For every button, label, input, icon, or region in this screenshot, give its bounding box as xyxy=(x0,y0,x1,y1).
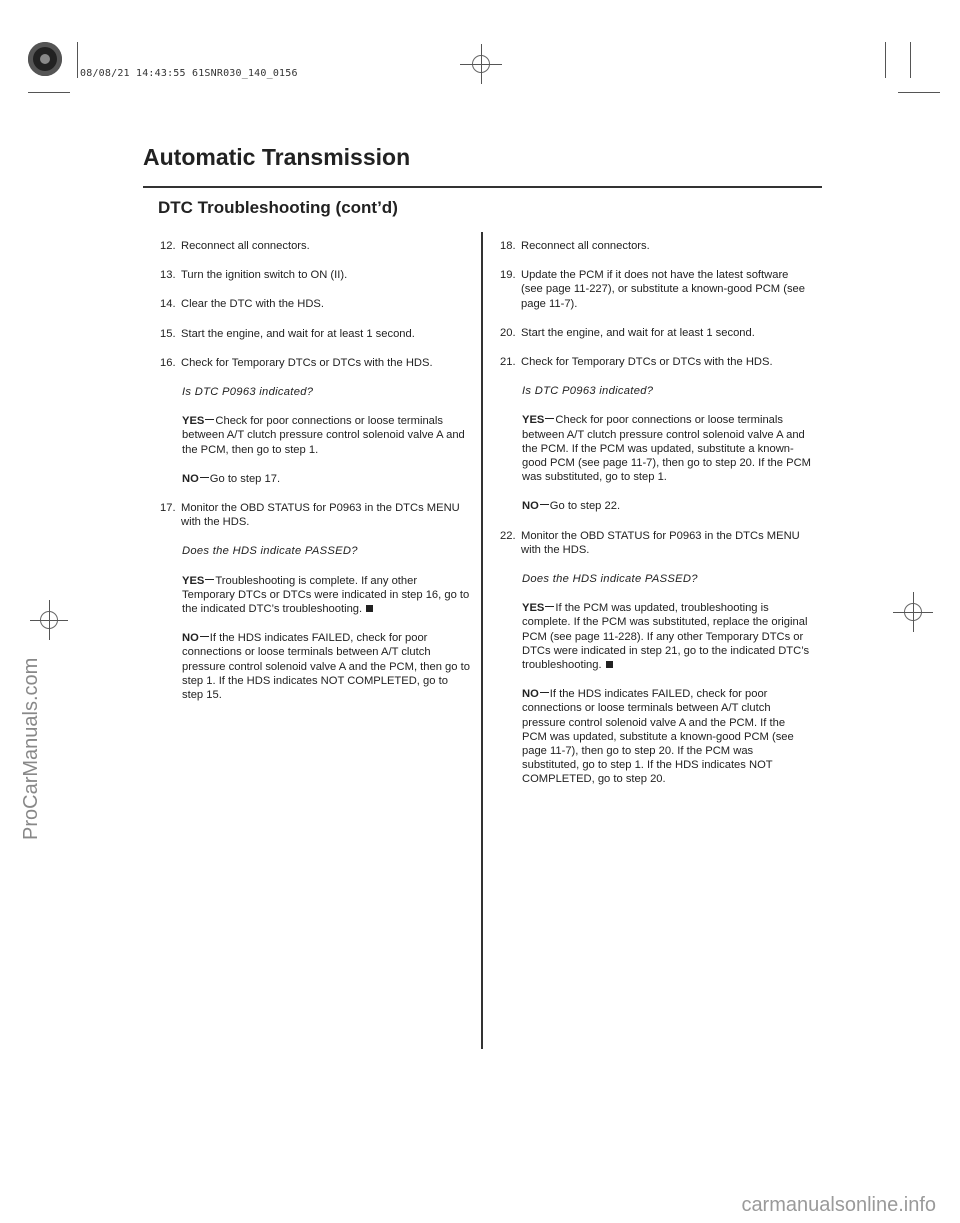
step-17 xyxy=(160,501,470,529)
step-number: 13. xyxy=(160,269,176,282)
no-label: NO xyxy=(522,500,539,513)
answer-yes-22 xyxy=(500,601,812,672)
step-13 xyxy=(160,268,470,282)
answer-no-17 xyxy=(160,631,470,702)
answer-text: Check for poor connections or loose terminals between A/T clutch pressure control solenoid valve A and the PCM, then go to step 1. xyxy=(182,415,465,456)
page-title: Automatic Transmission xyxy=(143,144,411,170)
step-number: 21. xyxy=(500,356,516,369)
dash-icon xyxy=(540,692,549,693)
answer-yes-21 xyxy=(500,413,812,484)
answer-text: If the PCM was updated, troubleshooting is complete. If the PCM was substituted, replace the original PCM (see page 11-228). If any other Temporary DTCs or DTCs were indicated in step 21, go to the indicated DTC’s troubleshooting. xyxy=(522,602,810,672)
bottom-watermark: carmanualsonline.info xyxy=(741,1194,936,1216)
crop-mark xyxy=(898,92,940,93)
answer-text: Go to step 17. xyxy=(209,472,281,485)
crosshair-icon xyxy=(481,44,482,84)
side-watermark: ProCarManuals.com xyxy=(20,657,42,840)
question-16: Is DTC P0963 indicated? xyxy=(182,386,314,399)
dash-icon xyxy=(545,418,554,419)
step-19 xyxy=(500,268,812,311)
crop-mark xyxy=(28,92,70,93)
step-text: Reconnect all connectors. xyxy=(181,240,310,252)
dash-icon xyxy=(200,477,209,478)
step-18 xyxy=(500,239,812,253)
yes-label: YES xyxy=(182,415,205,428)
column-divider xyxy=(481,232,483,1049)
yes-label: YES xyxy=(522,602,545,615)
step-number: 17. xyxy=(160,502,176,515)
step-text: Start the engine, and wait for at least 1 second. xyxy=(181,327,415,340)
step-22 xyxy=(500,529,812,557)
step-number: 22. xyxy=(500,529,516,542)
no-label: NO xyxy=(522,688,539,701)
step-15 xyxy=(160,327,470,341)
step-text: Monitor the OBD STATUS for P0963 in the DTCs MENU with the HDS. xyxy=(181,502,460,529)
yes-label: YES xyxy=(522,414,545,427)
dash-icon xyxy=(200,636,209,637)
step-text: Check for Temporary DTCs or DTCs with the HDS. xyxy=(521,356,773,369)
step-text: Clear the DTC with the HDS. xyxy=(181,298,324,311)
crop-mark xyxy=(885,42,886,78)
dash-icon xyxy=(205,419,214,420)
answer-no-22 xyxy=(500,687,812,786)
yes-label: YES xyxy=(182,574,205,587)
answer-no-16 xyxy=(160,472,470,486)
step-text: Start the engine, and wait for at least 1 second. xyxy=(521,326,755,339)
step-21 xyxy=(500,355,812,369)
step-number: 19. xyxy=(500,269,516,282)
answer-yes-17 xyxy=(160,574,470,617)
end-mark-icon xyxy=(606,661,613,668)
step-text: Reconnect all connectors. xyxy=(521,240,650,252)
answer-no-21 xyxy=(500,499,812,513)
right-column xyxy=(500,239,812,802)
step-text: Turn the ignition switch to ON (II). xyxy=(181,269,348,282)
answer-text: Check for poor connections or loose terminals between A/T clutch pressure control solenoid valve A and the PCM. If the PCM was updated, substitute a known-good PCM (see page 11-7), then go to step 20. If the PCM was substituted, go to step 1. xyxy=(522,414,811,484)
answer-text: Troubleshooting is complete. If any other Temporary DTCs or DTCs were indicated in step 16, go to the indicated DTC’s troubleshooting. xyxy=(182,574,470,616)
crop-mark xyxy=(77,42,78,78)
question-21: Is DTC P0963 indicated? xyxy=(522,385,654,398)
step-number: 15. xyxy=(160,327,176,340)
answer-yes-16 xyxy=(160,414,470,457)
end-mark-icon xyxy=(366,605,373,612)
print-stamp: 08/08/21 14:43:55 61SNR030_140_0156 xyxy=(80,68,298,79)
crosshair-icon xyxy=(49,600,50,640)
no-label: NO xyxy=(182,472,199,485)
section-title: DTC Troubleshooting (cont’d) xyxy=(158,198,398,217)
step-20 xyxy=(500,326,812,340)
step-16 xyxy=(160,356,470,370)
dash-icon xyxy=(545,606,554,607)
step-number: 18. xyxy=(500,240,516,252)
answer-text: If the HDS indicates FAILED, check for poor connections or loose terminals between A/T clutch pressure control solenoid valve A and the PCM, then go to step 1. If the HDS indicates NOT COMPLETED, go to step 15. xyxy=(182,632,470,702)
crosshair-icon xyxy=(913,592,914,632)
title-divider xyxy=(143,186,822,188)
step-12 xyxy=(160,239,470,253)
dash-icon xyxy=(205,579,214,580)
step-text: Monitor the OBD STATUS for P0963 in the DTCs MENU with the HDS. xyxy=(521,529,800,556)
answer-text: If the HDS indicates FAILED, check for poor connections or loose terminals between A/T clutch pressure control solenoid valve A and the PCM. If the PCM was updated, substitute a known-good PCM (see page 11-7), then go to step 20. If the PCM was substituted, go to step 1. If the HDS indicates NOT COMPLETED, go to step 20. xyxy=(522,688,794,786)
step-text: Update the PCM if it does not have the latest software (see page 11-227), or substitute a known-good PCM (see page 11-7). xyxy=(521,269,805,310)
step-text: Check for Temporary DTCs or DTCs with the HDS. xyxy=(181,356,433,369)
step-number: 16. xyxy=(160,356,176,369)
dash-icon xyxy=(540,504,549,505)
question-22: Does the HDS indicate PASSED? xyxy=(522,573,698,586)
registration-mark-icon xyxy=(28,42,62,76)
question-17: Does the HDS indicate PASSED? xyxy=(182,545,358,558)
answer-text: Go to step 22. xyxy=(549,500,621,513)
crop-mark xyxy=(910,42,911,78)
step-number: 14. xyxy=(160,298,176,311)
left-column xyxy=(160,239,470,717)
step-number: 12. xyxy=(160,240,176,252)
step-14 xyxy=(160,297,470,311)
no-label: NO xyxy=(182,632,199,645)
step-number: 20. xyxy=(500,326,516,339)
